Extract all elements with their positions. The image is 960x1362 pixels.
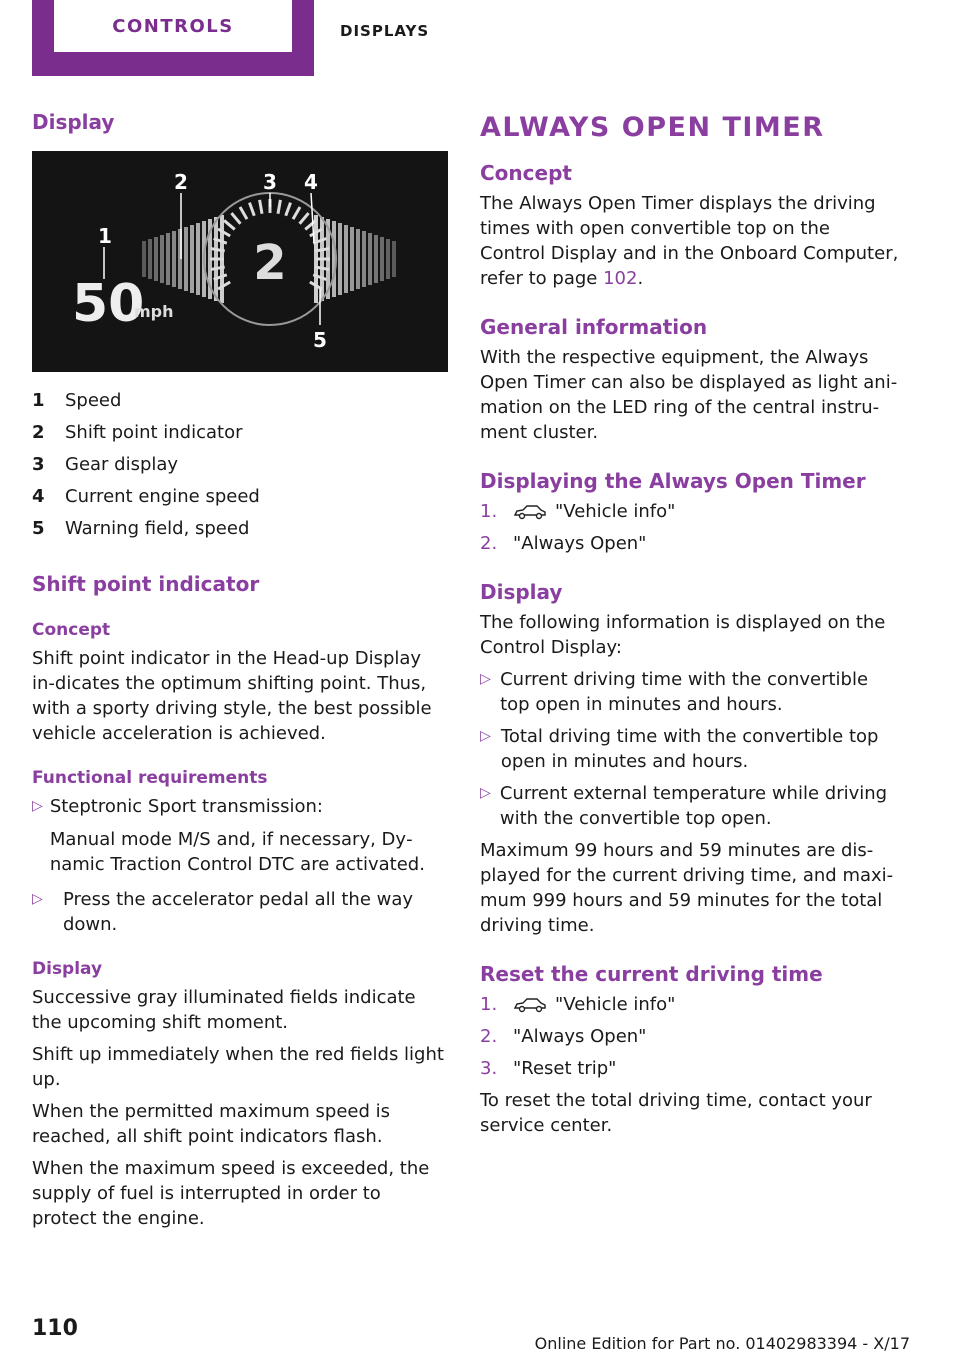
dial-tick — [260, 200, 262, 214]
dial-tick — [300, 213, 309, 224]
step-item: 3. "Reset trip" — [480, 1058, 617, 1079]
dial-tick — [224, 220, 235, 229]
hud-bar — [380, 237, 384, 281]
display-bullet: ▷ Current driving time with the convertible top open in minutes and hours. — [480, 669, 869, 715]
display2-heading: Display — [32, 959, 103, 979]
hud-image — [32, 151, 448, 372]
hud-bar — [356, 229, 360, 289]
general-text: With the respective equipment, the Always Open Timer can also be displayed as light ani‐mation on the LED ring of the central instru‐ment cluster. — [480, 347, 898, 443]
general-heading: General information — [480, 315, 708, 339]
display-intro: The following information is displayed on the Control Display: — [480, 612, 886, 658]
left-display-heading: Display — [32, 110, 115, 134]
dial-tick — [293, 207, 300, 219]
dial-tick — [240, 207, 247, 219]
triangle-icon: ▷ — [480, 671, 491, 687]
hud-label-1: 1 — [98, 224, 112, 248]
hud-legend — [32, 384, 448, 544]
left-body — [32, 572, 448, 1231]
hud-bar — [374, 235, 378, 283]
legend-item: 4 Current engine speed — [32, 485, 260, 507]
hud-bar — [392, 241, 396, 277]
paragraph: When the maximum speed is exceeded, the supply of fuel is interrupted in order to protect the engine. — [32, 1158, 430, 1229]
hud-graphic — [32, 151, 448, 372]
paragraph: Successive gray illuminated fields indicate the upcoming shift moment. — [32, 987, 416, 1033]
car-icon — [513, 504, 547, 520]
hud-speed: 50 — [72, 274, 145, 334]
hud-bar — [166, 233, 170, 285]
display-bullet: ▷ Current external temperature while driving with the convertible top open. — [480, 783, 888, 829]
hud-label-4: 4 — [304, 170, 318, 194]
legend-item: 5 Warning field, speed — [32, 517, 250, 539]
spi-heading: Shift point indicator — [32, 572, 260, 596]
page-link[interactable]: 102 — [603, 268, 638, 289]
hud-bar — [368, 233, 372, 285]
step-item: 2. "Always Open" — [480, 533, 647, 554]
display-heading: Display — [480, 580, 563, 604]
hud-bar — [344, 225, 348, 293]
func-item: ▷ Steptronic Sport transmission: Manual mode M/S and, if necessary, Dy‐namic Traction Control DTC are activated. — [32, 796, 425, 875]
paragraph: Shift up immediately when the red fields light up. — [32, 1044, 444, 1090]
hud-label-3: 3 — [263, 170, 277, 194]
page-number: 110 — [32, 1316, 78, 1341]
triangle-icon: ▷ — [480, 785, 491, 801]
concept-text: Shift point indicator in the Head-up Display in‐dicates the optimum shifting point. Thus, with a sporty driving style, the best possible vehicle acceleration is achieved. — [32, 648, 432, 744]
hud-bar — [190, 225, 194, 293]
paragraph: When the permitted maximum speed is reached, all shift point indicators flash. — [32, 1101, 391, 1147]
dial-tick — [231, 213, 240, 224]
hud-bar — [350, 227, 354, 291]
hud-label-5: 5 — [313, 328, 327, 352]
tab-controls-label: CONTROLS — [54, 0, 292, 52]
right-column — [480, 108, 900, 1138]
dial-tick — [249, 203, 254, 216]
hud-bar — [386, 239, 390, 279]
hud-unit: mph — [134, 302, 174, 321]
hud-bar — [148, 239, 152, 279]
step-item: 1. "Vehicle info" — [480, 994, 676, 1015]
reset-note: To reset the total driving time, contact your service center. — [480, 1090, 872, 1136]
step-item: 2. "Always Open" — [480, 1026, 647, 1047]
dial-tick — [218, 229, 230, 236]
dial-tick — [286, 203, 291, 216]
hud-gear: 2 — [253, 235, 287, 291]
triangle-icon: ▷ — [32, 891, 43, 907]
display-bullet: ▷ Total driving time with the convertible top open in minutes and hours. — [480, 726, 879, 772]
hud-bar — [196, 223, 200, 295]
tab-bar — [0, 0, 960, 76]
hud-bar — [160, 235, 164, 283]
hud-bar — [142, 241, 146, 277]
tab-displays[interactable]: DISPLAYS — [340, 22, 430, 40]
hud-bar — [362, 231, 366, 287]
dial-tick — [218, 282, 230, 289]
func-item: ▷ Press the accelerator pedal all the way down. — [32, 889, 414, 935]
hud-bar — [154, 237, 158, 281]
hud-label-2: 2 — [174, 170, 188, 194]
car-icon — [513, 997, 547, 1013]
legend-item: 2 Shift point indicator — [32, 421, 243, 443]
section-title: ALWAYS OPEN TIMER — [480, 112, 825, 143]
reset-heading: Reset the current driving time — [480, 962, 823, 986]
legend-item: 3 Gear display — [32, 453, 179, 475]
edition-note: Online Edition for Part no. 01402983394 - X/17 — [534, 1334, 910, 1353]
func-heading: Functional requirements — [32, 768, 268, 788]
step-item: 1. "Vehicle info" — [480, 501, 676, 522]
hud-bar — [184, 227, 188, 291]
concept-heading: Concept — [480, 161, 572, 185]
concept-heading: Concept — [32, 620, 111, 640]
tab-controls[interactable] — [32, 0, 314, 76]
legend-item: 1 Speed — [32, 389, 122, 411]
dial-tick — [278, 200, 280, 214]
displaying-heading: Displaying the Always Open Timer — [480, 469, 866, 493]
hud-bar — [172, 231, 176, 287]
concept-text: The Always Open Timer displays the driving times with open convertible top on the Control Display and in the Onboard Computer, refer to page 102. — [480, 193, 899, 289]
triangle-icon: ▷ — [480, 728, 491, 744]
display-note: Maximum 99 hours and 59 minutes are dis‐played for the current driving time, and maxi‐mum 999 hours and 59 minutes for the total driving time. — [480, 840, 894, 936]
triangle-icon: ▷ — [32, 798, 43, 814]
hud-bar — [338, 223, 342, 295]
